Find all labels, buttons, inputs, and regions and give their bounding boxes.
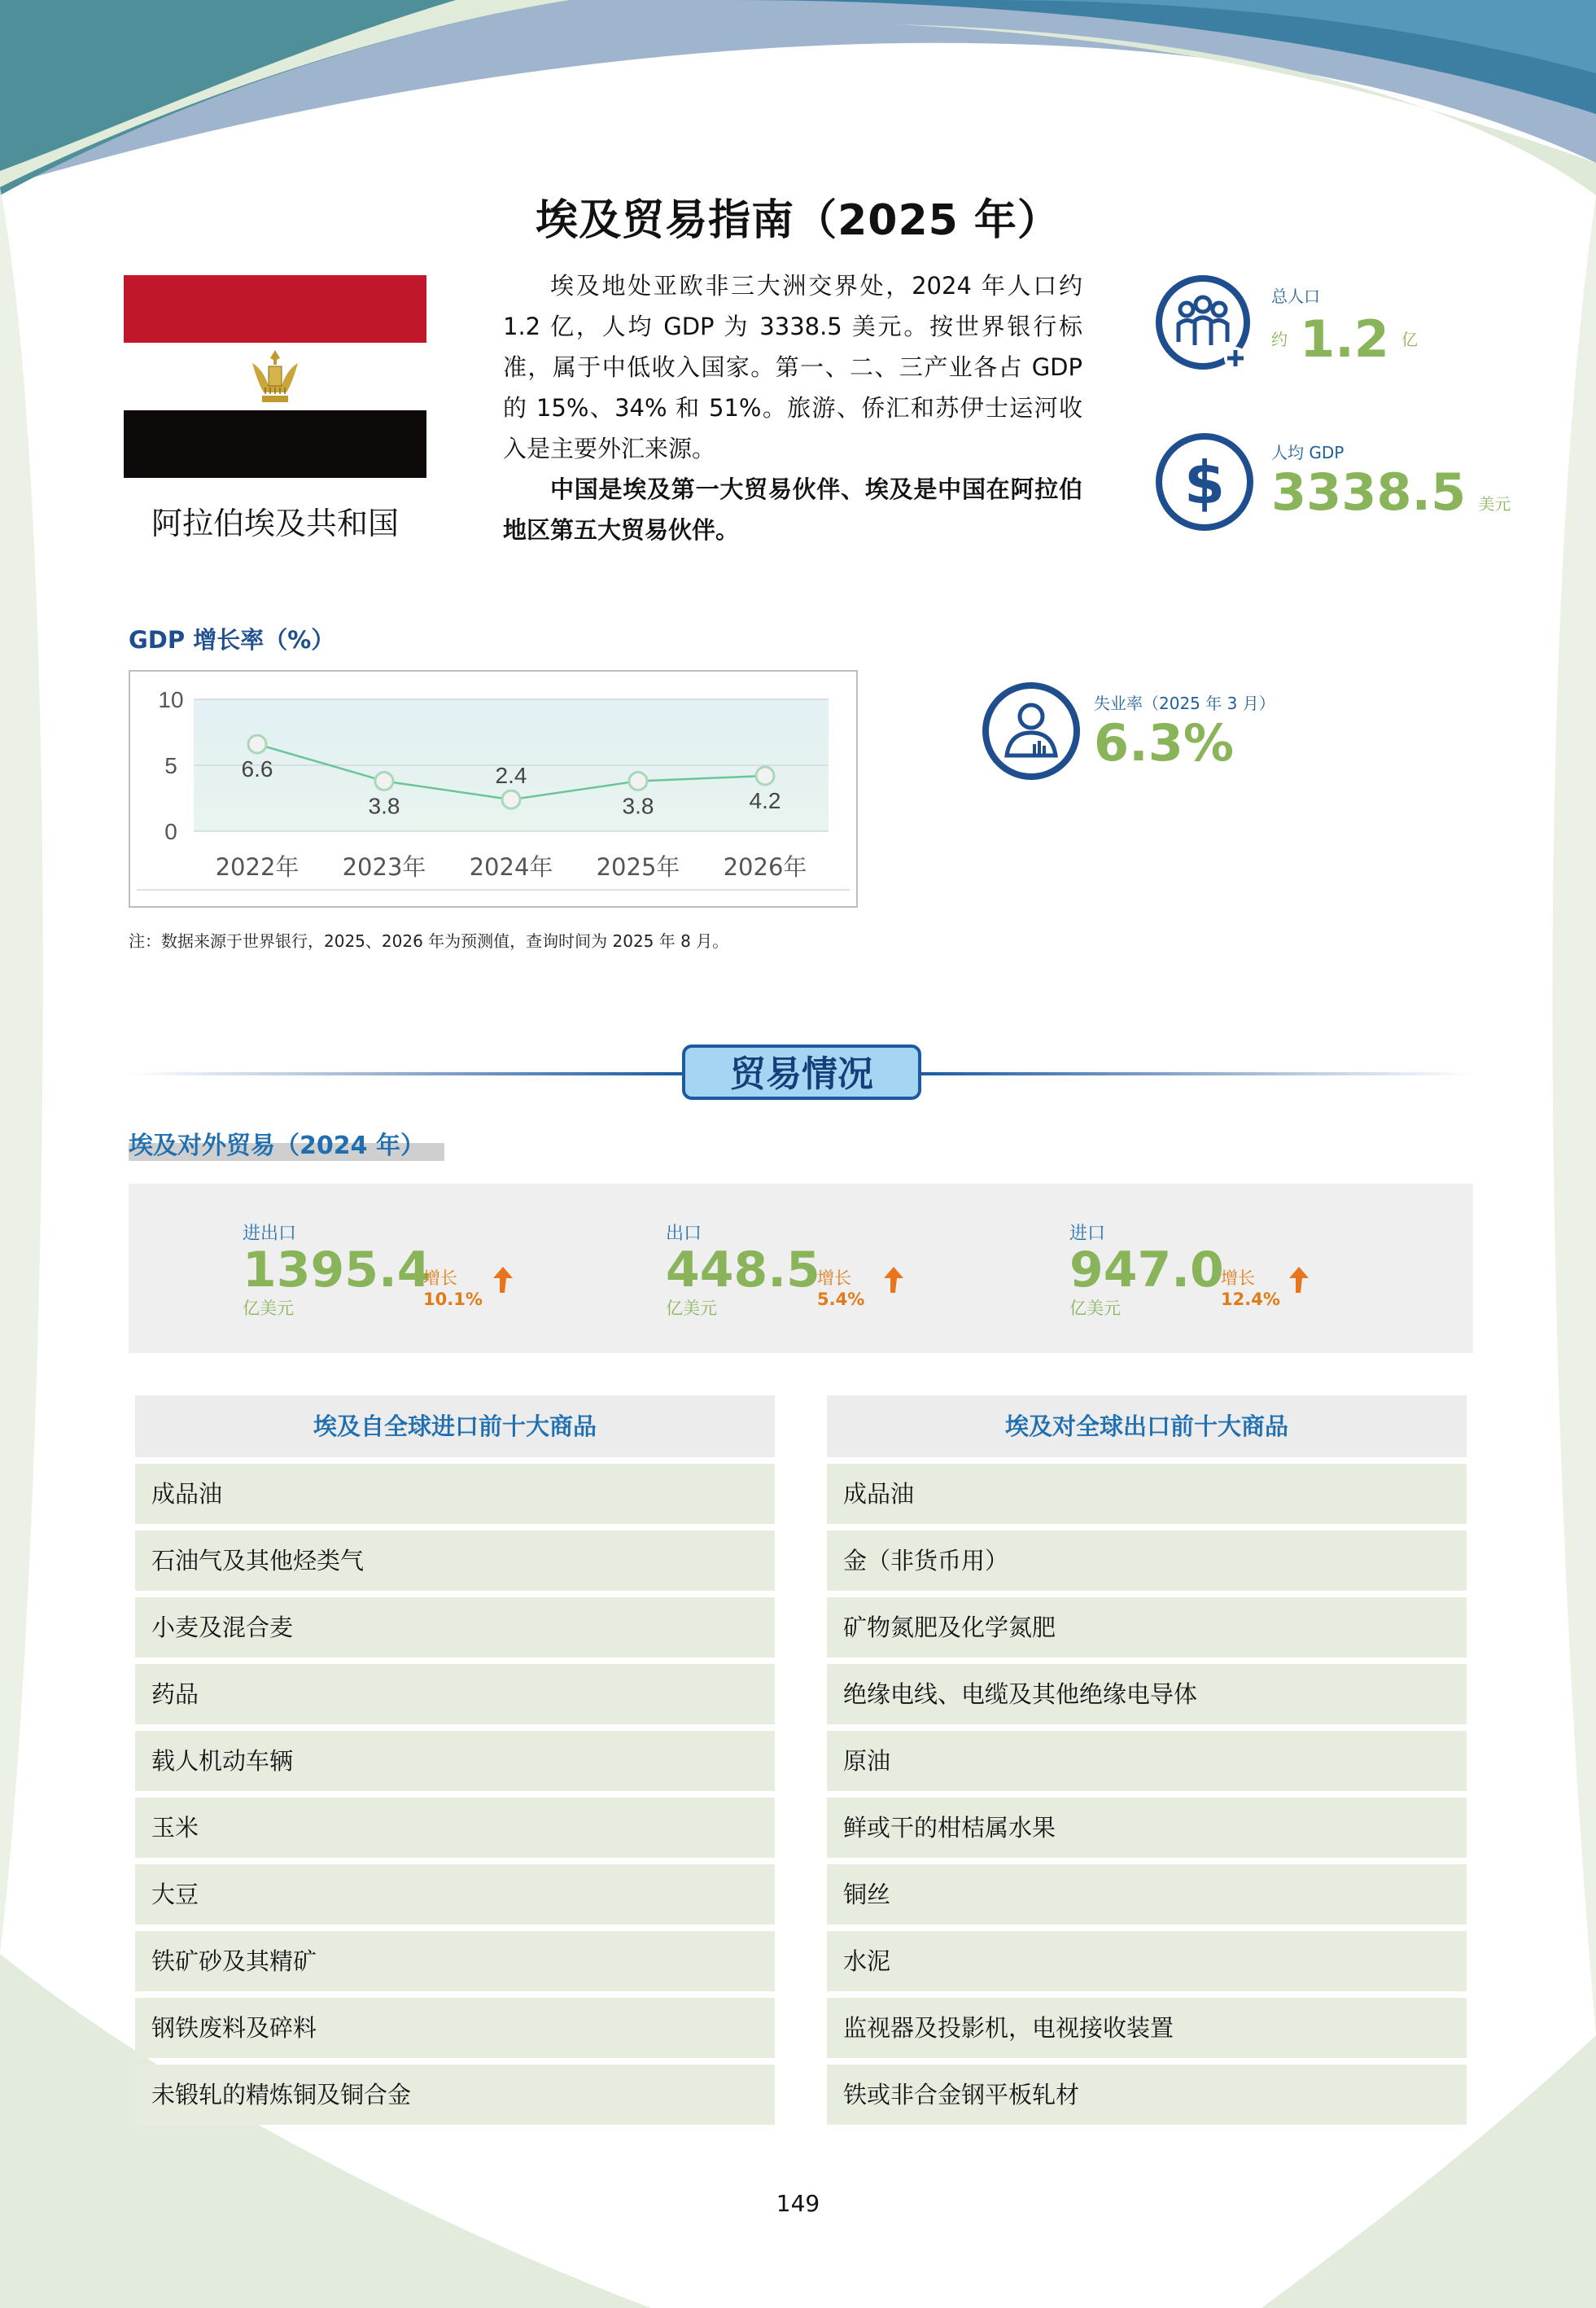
eagle-emblem-icon	[249, 347, 301, 407]
data-point	[375, 772, 393, 790]
kpi-unit: 亿美元	[666, 1299, 717, 1318]
table-row: 未锻轧的精炼铜及铜合金	[135, 2065, 775, 2125]
table-row: 铁或非合金钢平板轧材	[827, 2065, 1467, 2125]
table-row: 金（非货币用）	[827, 1531, 1467, 1591]
table-row: 铜丝	[827, 1864, 1467, 1925]
table-row: 载人机动车辆	[135, 1731, 775, 1791]
table-row: 玉米	[135, 1798, 775, 1858]
table-row: 钢铁废料及碎料	[135, 1998, 775, 2058]
data-label: 3.8	[622, 793, 654, 819]
imports-table-header: 埃及自全球进口前十大商品	[135, 1395, 775, 1457]
exports-table-header: 埃及对全球出口前十大商品	[827, 1395, 1467, 1457]
table-row: 水泥	[827, 1931, 1467, 1991]
kpi-imports	[1069, 1220, 1224, 1320]
growth-up-arrow-icon	[882, 1265, 905, 1294]
trade-section-banner: 贸易情况	[682, 1045, 921, 1100]
kpi-exports	[666, 1220, 820, 1320]
intro-text	[503, 265, 1082, 550]
data-label: 4.2	[749, 787, 781, 813]
gdp-per-capita-stat	[1271, 462, 1511, 522]
table-row: 石油气及其他烃类气	[135, 1531, 775, 1591]
table-row: 小麦及混合麦	[135, 1597, 775, 1658]
data-label: 2.4	[495, 763, 527, 789]
table-row: 矿物氮肥及化学氮肥	[827, 1597, 1467, 1658]
y-tick-label: 5	[164, 753, 177, 778]
gdp-per-capita-label: 人均 GDP	[1271, 443, 1345, 462]
gdp-chart-title: GDP 增长率（%）	[129, 626, 335, 654]
x-tick-label: 2026年	[723, 853, 807, 881]
banner-divider-left	[129, 1072, 682, 1075]
kpi-exports-growth	[817, 1265, 864, 1309]
x-tick-label: 2025年	[596, 853, 680, 881]
y-tick-label: 10	[158, 687, 184, 712]
growth-value: 10.1%	[423, 1290, 483, 1309]
banner-divider-right	[921, 1072, 1473, 1075]
unemployment-value: 6.3%	[1094, 713, 1234, 773]
intro-partner-paragraph: 中国是埃及第一大贸易伙伴、埃及是中国在阿拉伯地区第五大贸易伙伴。	[503, 475, 1082, 544]
gdp-per-capita-unit: 美元	[1478, 494, 1511, 514]
table-row: 铁矿砂及其精矿	[135, 1931, 775, 1991]
growth-label: 增长	[423, 1268, 457, 1288]
trade-stats-panel	[129, 1184, 1473, 1353]
growth-up-arrow-icon	[1288, 1265, 1310, 1294]
kpi-total-growth	[423, 1265, 483, 1309]
table-row: 绝缘电线、电缆及其他绝缘电导体	[827, 1664, 1467, 1724]
kpi-value: 1395.4	[243, 1242, 431, 1299]
kpi-label: 出口	[666, 1224, 702, 1244]
growth-value: 12.4%	[1221, 1290, 1280, 1309]
table-row: 成品油	[135, 1464, 775, 1524]
flag-red-stripe	[124, 275, 426, 343]
kpi-unit: 亿美元	[1069, 1299, 1121, 1318]
kpi-unit: 亿美元	[243, 1299, 294, 1318]
people-icon	[1154, 274, 1257, 376]
data-point	[756, 767, 774, 785]
table-row: 成品油	[827, 1464, 1467, 1524]
gdp-chart-frame	[129, 670, 858, 908]
svg-text:$: $	[1183, 449, 1226, 517]
population-stat	[1271, 309, 1418, 369]
dollar-icon	[1154, 431, 1255, 532]
trade-subtitle: 埃及对外贸易（2024 年）	[129, 1132, 425, 1160]
x-tick-label: 2024年	[469, 853, 553, 881]
data-label: 3.8	[368, 793, 400, 819]
data-point	[502, 791, 520, 808]
table-row: 监视器及投影机，电视接收装置	[827, 1998, 1467, 2058]
population-value: 1.2	[1300, 309, 1389, 369]
data-point	[248, 735, 266, 753]
gdp-growth-chart	[130, 672, 856, 906]
egypt-flag	[124, 275, 426, 477]
population-prefix: 约	[1271, 330, 1288, 349]
population-label: 总人口	[1271, 287, 1320, 306]
kpi-total-trade	[243, 1220, 431, 1320]
gdp-per-capita-value: 3338.5	[1271, 462, 1467, 522]
data-point	[629, 772, 647, 790]
kpi-label: 进口	[1069, 1224, 1106, 1244]
growth-value: 5.4%	[817, 1290, 865, 1309]
table-row: 鲜或干的柑桔属水果	[827, 1798, 1467, 1858]
kpi-value: 947.0	[1069, 1242, 1224, 1299]
data-source-note: 注：数据来源于世界银行，2025、2026 年为预测值，查询时间为 2025 年 8 月。	[129, 931, 729, 951]
population-unit: 亿	[1401, 330, 1419, 349]
table-row: 大豆	[135, 1864, 775, 1925]
worker-icon	[981, 681, 1082, 782]
page-title: 埃及贸易指南（2025 年）	[536, 196, 1060, 245]
y-tick-label: 0	[164, 819, 177, 844]
kpi-label: 进出口	[243, 1224, 297, 1244]
table-row: 原油	[827, 1731, 1467, 1791]
unemployment-label: 失业率（2025 年 3 月）	[1094, 694, 1275, 713]
kpi-value: 448.5	[666, 1242, 820, 1299]
exports-table	[827, 1395, 1467, 2125]
growth-label: 增长	[1221, 1268, 1255, 1288]
flag-black-stripe	[124, 410, 426, 478]
table-row: 药品	[135, 1664, 775, 1724]
growth-label: 增长	[817, 1268, 851, 1288]
page-number: 149	[776, 2190, 820, 2217]
intro-paragraph: 埃及地处亚欧非三大洲交界处，2024 年人口约 1.2 亿，人均 GDP 为 3338.5 美元。按世界银行标准，属于中低收入国家。第一、二、三产业各占 GDP 的 15%、34% 和 51%。旅游、侨汇和苏伊士运河收入是主要外汇来源。	[503, 272, 1082, 462]
growth-up-arrow-icon	[492, 1265, 514, 1294]
country-name: 阿拉伯埃及共和国	[151, 506, 399, 541]
x-tick-label: 2023年	[342, 853, 426, 881]
kpi-imports-growth	[1221, 1265, 1280, 1309]
imports-table	[135, 1395, 775, 2125]
x-tick-label: 2022年	[215, 853, 300, 881]
data-label: 6.6	[241, 756, 273, 782]
